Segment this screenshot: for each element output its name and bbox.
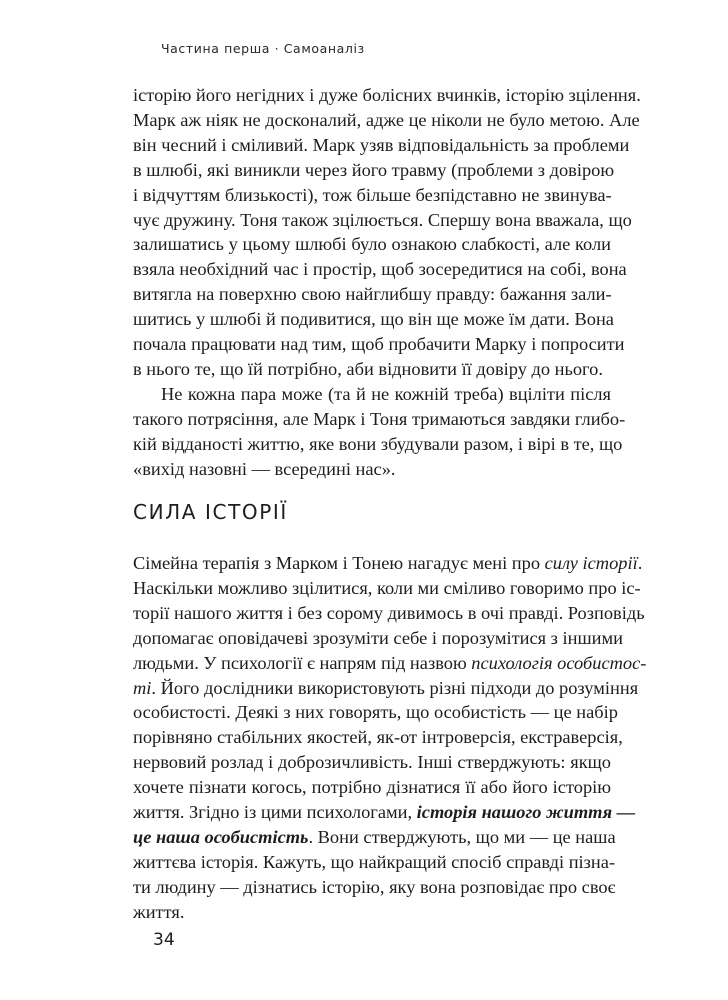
emphasis-text: ті — [133, 677, 152, 698]
paragraph-line: це наша особистість. Вони стверджують, що ми — це наша — [133, 826, 616, 847]
paragraph-line: залишатись у цьому шлюбі було ознакою слабкості, але коли — [133, 234, 611, 255]
paragraph-line: і відчуттям близькості), тож більше безпідставно не звинува- — [133, 184, 612, 205]
paragraph-line: ти людину — дізнатись історію, яку вона розповідає про своє — [133, 876, 616, 897]
paragraph-line: чує дружину. Тоня також зцілюється. Спершу вона вважала, що — [133, 209, 632, 230]
paragraph-line: історію його негідних і дуже болісних вчинків, історію зцілення. — [133, 85, 641, 105]
paragraph-line: Марк аж ніяк не досконалий, адже це ніколи не було метою. Але — [133, 109, 640, 130]
paragraph-line: кій відданості життю, яке вони збудували разом, і вірі в те, що — [133, 433, 623, 454]
paragraph-line: життєва історія. Кажуть, що найкращий спосіб справді пізна- — [133, 851, 616, 872]
bold-emphasis-text: це наша особистість — [133, 826, 309, 847]
paragraph-line: «вихід назовні — всередині нас». — [133, 458, 396, 479]
paragraph-line: взяла необхідний час і простір, щоб зосередитися на собі, вона — [133, 259, 627, 280]
paragraph-line: такого потрясіння, але Марк і Тоня тримаються завдяки глибо- — [133, 408, 626, 429]
paragraph-line: в шлюбі, які виникли через його травму (проблеми з довірою — [133, 159, 615, 180]
paragraph-line: хочете пізнати когось, потрібно дізнатися її або його історію — [133, 777, 611, 798]
paragraph-line: в нього те, що їй потрібно, аби відновити її довіру до нього. — [133, 358, 603, 379]
paragraph-line: людьми. У психології є напрям під назвою психологія особистос- — [133, 652, 647, 673]
paragraph-line: торії нашого життя і без сорому дивимось в очі правді. Розповідь — [133, 602, 645, 623]
paragraph-line: він чесний і сміливий. Марк узяв відповідальність за проблеми — [133, 134, 630, 155]
page-number: 34 — [153, 930, 175, 950]
section-heading: СИЛА ІСТОРІЇ — [133, 500, 288, 524]
paragraph-line: ті. Його дослідники використовують різні підходи до розуміння — [133, 677, 639, 698]
paragraph-line: допомагає оповідачеві зрозуміти себе і порозумітися з іншими — [133, 627, 623, 648]
paragraph-line: порівняно стабільних якостей, як-от інтроверсія, екстраверсія, — [133, 727, 623, 748]
paragraph-line: почала працювати над тим, щоб пробачити Марку і попросити — [133, 334, 625, 355]
emphasis-text: силу історії — [544, 553, 638, 573]
running-head: Частина перша · Самоаналіз — [161, 41, 365, 56]
paragraph-line: Наскільки можливо зцілитися, коли ми сміливо говоримо про іс- — [133, 577, 641, 598]
paragraph-line: життя. Згідно із цими психологами, історія нашого життя — — [133, 802, 636, 823]
emphasis-text: психологія особистос- — [471, 652, 647, 673]
paragraph-line: особистості. Деякі з них говорять, що особистість — це набір — [133, 702, 618, 723]
body-paragraph-2 — [133, 382, 626, 482]
body-paragraph-3 — [133, 551, 647, 925]
paragraph-line: витягла на поверхню свою найглибшу правду: бажання зали- — [133, 284, 612, 305]
paragraph-line: життя. — [133, 901, 185, 922]
paragraph-line: нервовий розлад і доброзичливість. Інші стверджують: якщо — [133, 752, 611, 773]
body-paragraph-1 — [133, 83, 641, 382]
paragraph-line: Сімейна терапія з Марком і Тонею нагадує мені про силу історії. — [133, 553, 643, 573]
paragraph-line: шитись у шлюбі й подивитися, що він ще може їм дати. Вона — [133, 309, 614, 330]
bold-emphasis-text: історія нашого життя — — [416, 802, 636, 823]
paragraph-line: Не кожна пара може (та й не кожній треба) вціліти після — [161, 384, 611, 404]
